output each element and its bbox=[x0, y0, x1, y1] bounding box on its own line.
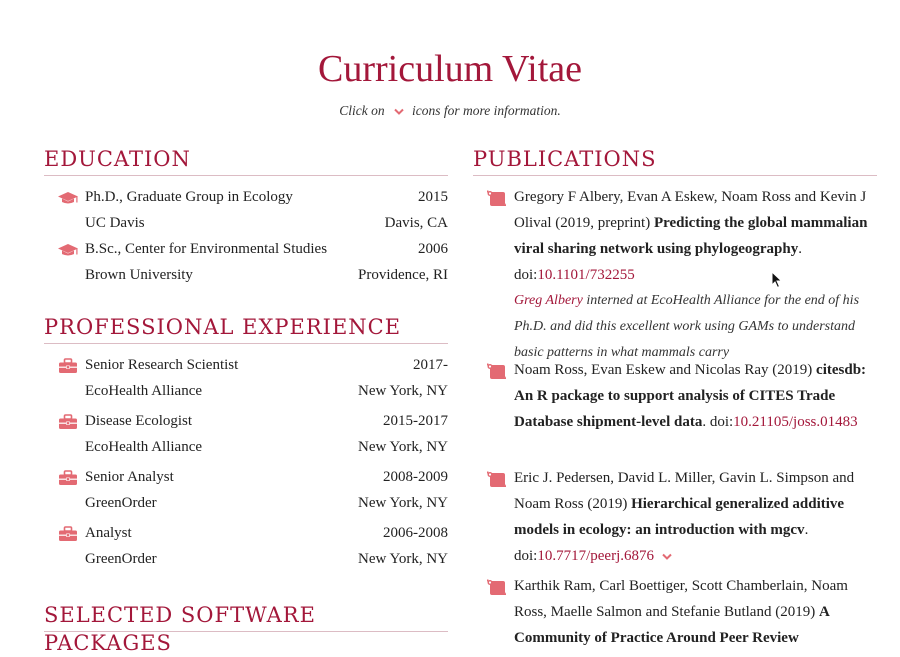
note-text: interned at EcoHealth Alliance for the end of his Ph.D. and did this excellent work using GAMs to understand basic patterns in what mammals carry bbox=[514, 293, 860, 360]
briefcase-icon bbox=[58, 414, 78, 430]
scroll-icon bbox=[486, 579, 508, 597]
publication-citation bbox=[514, 184, 877, 288]
job-date: 2008-2009 bbox=[383, 469, 448, 485]
note-person-link[interactable]: Greg Albery bbox=[514, 293, 583, 308]
job-title: Senior Research Scientist bbox=[85, 357, 239, 373]
graduation-cap-icon bbox=[58, 242, 78, 258]
experience-heading: PROFESSIONAL EXPERIENCE bbox=[44, 313, 448, 344]
scroll-icon bbox=[486, 471, 508, 489]
degree-date: 2015 bbox=[418, 189, 448, 205]
pub-authors: Eric J. Pedersen, David L. Miller, Gavin L. Simpson and Noam Ross (2019) bbox=[514, 470, 855, 512]
pub-title: citesdb: An R package to support analysis of CITES Trade Database shipment-level data bbox=[514, 362, 867, 430]
publications-heading: PUBLICATIONS bbox=[473, 145, 877, 176]
degree-date: 2006 bbox=[418, 241, 448, 257]
page-title: Curriculum Vitae bbox=[317, 48, 582, 90]
scroll-icon bbox=[486, 363, 508, 381]
pub-doi-link[interactable]: 10.7717/peerj.6876 bbox=[537, 548, 654, 564]
publication-citation bbox=[514, 465, 877, 569]
employer: EcoHealth Alliance bbox=[85, 439, 203, 455]
briefcase-icon bbox=[58, 358, 78, 374]
degree-title: B.Sc., Center for Environmental Studies bbox=[85, 241, 328, 257]
scroll-icon bbox=[486, 190, 508, 208]
pub-doi-label: . doi: bbox=[702, 414, 734, 430]
location: New York, NY bbox=[357, 551, 448, 567]
location: New York, NY bbox=[357, 439, 448, 455]
job-title: Senior Analyst bbox=[85, 469, 174, 485]
institution: Brown University bbox=[85, 267, 193, 283]
publication-citation bbox=[514, 357, 877, 435]
education-heading: EDUCATION bbox=[44, 145, 448, 176]
software-heading: SELECTED SOFTWARE PACKAGES bbox=[44, 601, 448, 632]
pub-doi-link[interactable]: 10.1101/732255 bbox=[537, 267, 635, 283]
publication-note bbox=[514, 288, 877, 360]
location: Davis, CA bbox=[384, 215, 448, 231]
degree-title: Ph.D., Graduate Group in Ecology bbox=[85, 189, 293, 205]
employer: EcoHealth Alliance bbox=[85, 383, 203, 399]
subtitle-suffix: icons for more information. bbox=[411, 103, 561, 118]
pub-doi-label: . doi: bbox=[514, 241, 802, 283]
location: New York, NY bbox=[357, 495, 448, 511]
mouse-cursor-icon bbox=[771, 271, 783, 289]
briefcase-icon bbox=[58, 470, 78, 486]
job-title: Analyst bbox=[85, 525, 132, 541]
location: Providence, RI bbox=[358, 267, 448, 283]
publication-citation bbox=[514, 573, 877, 651]
pub-authors: Gregory F Albery, Evan A Eskew, Noam Ross and Kevin J Olival (2019, preprint) bbox=[514, 189, 867, 231]
pub-doi-label: . doi: bbox=[514, 522, 809, 564]
chevron-down-icon[interactable] bbox=[662, 553, 672, 561]
pub-title: A Community of Practice Around Peer Review bbox=[514, 604, 829, 646]
pub-authors: Noam Ross, Evan Eskew and Nicolas Ray (2019) bbox=[514, 362, 813, 378]
pub-title: Hierarchical generalized additive models in ecology: an introduction with mgcv bbox=[514, 496, 845, 538]
subtitle-prefix: Click on bbox=[339, 103, 385, 118]
job-title: Disease Ecologist bbox=[85, 413, 193, 429]
chevron-down-icon bbox=[394, 108, 404, 116]
page-subtitle bbox=[0, 102, 900, 120]
job-date: 2006-2008 bbox=[383, 525, 448, 541]
employer: GreenOrder bbox=[85, 551, 157, 567]
pub-doi-link[interactable]: 10.21105/joss.01483 bbox=[733, 414, 858, 430]
job-date: 2017- bbox=[413, 357, 448, 373]
briefcase-icon bbox=[58, 526, 78, 542]
graduation-cap-icon bbox=[58, 190, 78, 206]
pub-authors: Karthik Ram, Carl Boettiger, Scott Chamberlain, Noam Ross, Maelle Salmon and Stefanie Butland (2019) bbox=[514, 578, 848, 620]
job-date: 2015-2017 bbox=[383, 413, 448, 429]
institution: UC Davis bbox=[85, 215, 145, 231]
employer: GreenOrder bbox=[85, 495, 157, 511]
pub-title: Predicting the global mammalian viral sharing network using phylogeography bbox=[514, 215, 868, 257]
location: New York, NY bbox=[357, 383, 448, 399]
